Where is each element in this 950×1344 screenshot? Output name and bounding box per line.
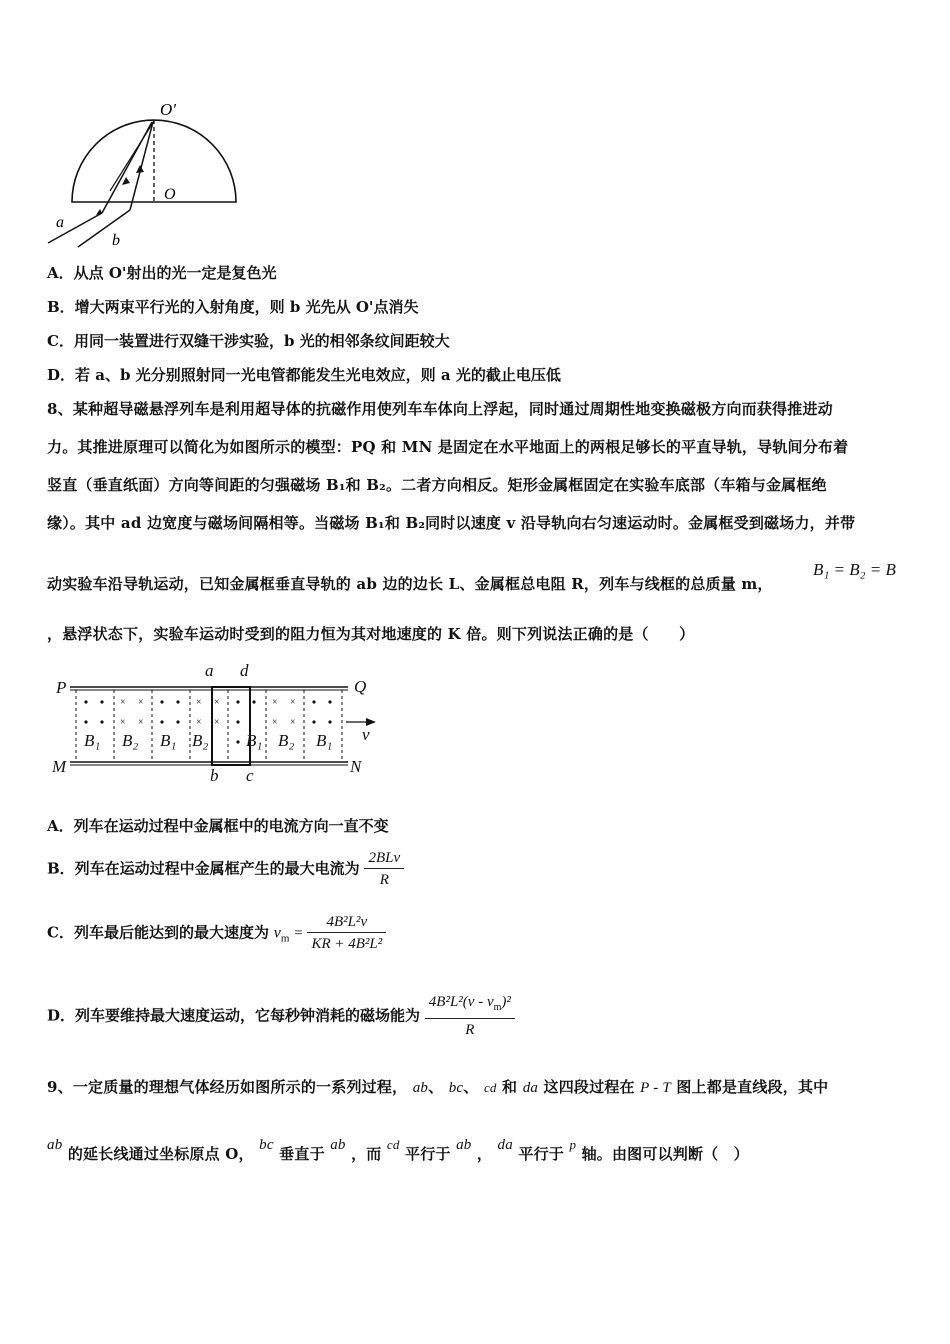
label-b1-2: B₁	[160, 731, 177, 750]
q9-l2-ab3: ab	[456, 1137, 472, 1153]
q9-l1-sep1: 、	[428, 1078, 444, 1096]
q9-l1-bc: bc	[448, 1080, 464, 1096]
q8-line-4: 缘）。其中 ad 边宽度与磁场间隔相等。当磁场 B₁和 B₂同时以速度 v 沿导轨向右匀速运动时。金属框受到磁场力，并带	[47, 514, 856, 532]
q9-l2-ab2: ab	[330, 1137, 346, 1153]
q8-option-c-text: C．列车最后能达到的最大速度为	[47, 923, 269, 942]
q8-option-b-text: B．列车在运动过程中金属框产生的最大电流为	[47, 859, 360, 878]
q8-line-6: ，悬浮状态下，实验车运动时受到的阻力恒为其对地速度的 K 倍。则下列说法正确的是（ ）	[47, 625, 695, 643]
label-q: Q	[354, 677, 367, 696]
svg-text:×: ×	[196, 717, 202, 728]
q8-option-c-den: KR + 4B²L²	[311, 936, 383, 952]
q8-option-d-num-tail: )²	[501, 994, 511, 1010]
q9-l2-b: 垂直于	[279, 1145, 325, 1163]
q9-l2-f: 平行于	[518, 1145, 564, 1163]
q8-line-5-math: B₁ = B₂ = B	[813, 560, 896, 579]
q8-option-d-num-main: 4B²L²(v - v	[428, 994, 494, 1010]
q9-l2-bc: bc	[259, 1137, 274, 1153]
svg-text:×: ×	[120, 697, 126, 708]
q8-line-5: 动实验车沿导轨运动，已知金属框垂直导轨的 ab 边的边长 L、金属框总电阻 R，列车与线框的总质量 m，	[47, 575, 773, 593]
label-o-prime: O'	[160, 100, 176, 119]
label-p: P	[56, 678, 67, 697]
q9-l2-p: p	[569, 1137, 577, 1152]
q8-option-d	[47, 992, 515, 1041]
q7-option-c: C．用同一装置进行双缝干涉实验，b 光的相邻条纹间距较大	[47, 332, 450, 350]
q8-line-1: 8、某种超导磁悬浮列车是利用超导体的抗磁作用使列车车体向上浮起，同时通过周期性地变换磁极方向而获得推进动	[47, 400, 833, 418]
q9-line-2	[47, 1125, 749, 1174]
q9-l1-ab: ab	[412, 1080, 429, 1096]
q8-option-c	[47, 912, 386, 955]
q9-l2-da: da	[497, 1137, 513, 1153]
label-b1-4: B₁	[316, 731, 333, 750]
svg-text:×: ×	[290, 717, 296, 728]
q8-option-c-lhs: v	[273, 924, 281, 942]
q9-l1-and: 和	[502, 1078, 518, 1096]
q9-l2-d: 平行于	[405, 1145, 451, 1163]
q8-line-3: 竖直（垂直纸面）方向等间距的匀强磁场 B₁和 B₂。二者方向相反。矩形金属框固定在实验车底部（车箱与金属框绝	[47, 476, 827, 494]
q8-option-c-fraction	[307, 912, 386, 955]
q9-l1-sep2: 、	[463, 1078, 479, 1096]
label-n: N	[350, 757, 362, 776]
q9-l2-cd: cd	[386, 1137, 400, 1152]
label-b2-3: B₂	[278, 731, 295, 750]
label-b1-3: B₁	[246, 731, 263, 750]
label-c: c	[246, 766, 254, 785]
svg-text:×: ×	[138, 697, 144, 708]
q8-option-c-sub: m	[280, 932, 290, 945]
q9-l1-cd: cd	[483, 1080, 497, 1095]
q7-option-d: D．若 a、b 光分别照射同一光电管都能发生光电效应，则 a 光的截止电压低	[47, 366, 561, 384]
label-b1-1: B₁	[84, 731, 101, 750]
svg-text:×: ×	[272, 697, 278, 708]
svg-text:×: ×	[138, 717, 144, 728]
svg-text:×: ×	[272, 717, 278, 728]
svg-text:×: ×	[290, 697, 296, 708]
q8-option-c-eq: =	[294, 925, 303, 942]
label-b2-1: B₂	[122, 731, 139, 750]
q8-option-a: A．列车在运动过程中金属框中的电流方向一直不变	[47, 817, 389, 835]
q8-option-c-num: 4B²L²v	[307, 912, 386, 933]
semicircle-figure	[40, 95, 250, 255]
q8-line-2: 力。其推进原理可以简化为如图所示的模型：PQ 和 MN 是固定在水平地面上的两根足够长的平直导轨，导轨间分布着	[47, 438, 849, 456]
q9-l1-pt: P - T	[640, 1080, 671, 1096]
q7-option-b: B．增大两束平行光的入射角度，则 b 光先从 O'点消失	[47, 298, 419, 316]
label-a: a	[205, 661, 214, 680]
rail-magnet-figure	[50, 660, 390, 785]
q9-line-1	[47, 1076, 828, 1097]
q8-option-b-fraction	[364, 848, 404, 891]
q9-l1-da: da	[522, 1080, 539, 1096]
svg-text:×: ×	[120, 717, 126, 728]
q9-l2-e: ，	[476, 1145, 493, 1163]
q8-option-d-text: D．列车要维持最大速度运动，它每秒钟消耗的磁场能为	[47, 1006, 421, 1025]
q8-option-d-num-sub: m	[493, 1002, 502, 1013]
label-b: b	[210, 766, 219, 785]
label-b2-2: B₂	[192, 731, 209, 750]
q8-option-b	[47, 848, 404, 891]
svg-text:×: ×	[196, 697, 202, 708]
q9-l2-a: 的延长线通过坐标原点 O，	[67, 1145, 254, 1163]
label-b: b	[112, 232, 120, 249]
label-d: d	[240, 661, 249, 680]
q9-l1-c: 图上都是直线段，其中	[676, 1078, 829, 1096]
q8-option-d-num	[425, 992, 515, 1019]
q8-option-b-den: R	[379, 872, 389, 888]
q9-l2-ab: ab	[47, 1137, 63, 1153]
label-o: O	[164, 186, 176, 203]
q8-option-d-den: R	[465, 1022, 475, 1038]
label-a: a	[56, 214, 64, 231]
q9-l2-g: 轴。由图可以判断（ ）	[581, 1145, 749, 1163]
q8-option-d-fraction	[425, 992, 515, 1041]
q7-option-a: A．从点 O'射出的光一定是复色光	[47, 264, 277, 282]
label-m: M	[52, 757, 67, 776]
svg-text:×: ×	[214, 717, 220, 728]
svg-text:×: ×	[214, 697, 220, 708]
q8-option-b-num: 2BLv	[364, 848, 404, 869]
label-v: v	[362, 725, 370, 744]
q9-l2-c: ，而	[351, 1145, 382, 1163]
q9-l1-b: 这四段过程在	[543, 1078, 635, 1096]
q9-l1-a: 9、一定质量的理想气体经历如图所示的一系列过程，	[47, 1078, 408, 1096]
